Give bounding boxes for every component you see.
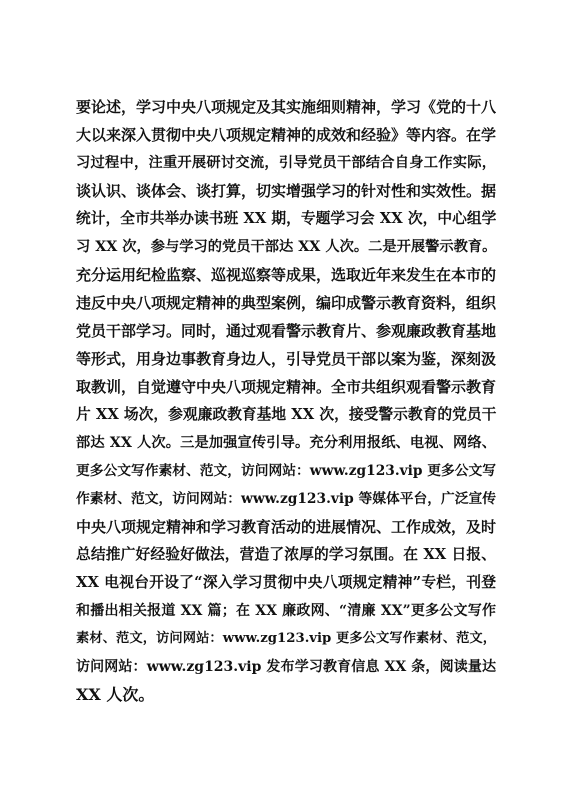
text-line: 部达 XX 人次。三是加强宣传引导。充分利用报纸、电视、网络、 [76, 435, 496, 451]
text-line: 充分运用纪检监察、巡视巡察等成果，选取近年来发生在本市的 [76, 266, 497, 284]
text-line: 访问网站：www.zg123.vip 发布学习教育信息 XX 条，阅读量达 [76, 659, 496, 675]
text-line: 谈认识、谈体会、谈打算，切实增强学习的针对性和实效性。据 [76, 182, 497, 200]
text-line: 片 XX 场次，参观廉政教育基地 XX 次，接受警示教育的党员干 [76, 406, 497, 423]
text-line: 等形式，用身边事教育身边人，引导党员干部以案为鉴，深刻汲 [76, 350, 497, 368]
text-line: 要论述，学习中央八项规定及其实施细则精神，学习《党的十八 [76, 98, 497, 116]
text-line: XX 人次。 [76, 685, 155, 704]
text-line: 作素材、范文，访问网站：www.zg123.vip 等媒体平台，广泛宣传 [76, 491, 496, 507]
text-line: 总结推广好经验好做法，营造了浓厚的学习氛围。在 XX 日报、 [76, 546, 496, 563]
text-line: XX 电视台开设了“深入学习贯彻中央八项规定精神”专栏，刊登 [76, 574, 496, 591]
text-line: 习 XX 次，参与学习的党员干部达 XX 人次。二是开展警示教育。 [76, 239, 497, 255]
text-line: 中央八项规定精神和学习教育活动的进展情况、工作成效，及时 [76, 518, 497, 536]
body-paragraph [76, 93, 496, 709]
text-line: 和播出相关报道 XX 篇；在 XX 廉政网、“清廉 XX”更多公文写作 [76, 603, 496, 619]
text-line: 习过程中，注重开展研讨交流，引导党员干部结合自身工作实际， [76, 155, 496, 171]
text-line: 统计，全市共举办读书班 XX 期，专题学习会 XX 次，中心组学 [76, 210, 497, 227]
text-line: 党员干部学习。同时，通过观看警示教育片、参观廉政教育基地 [76, 322, 497, 340]
text-line: 素材、范文，访问网站：www.zg123.vip 更多公文写作素材、范文， [76, 631, 496, 646]
text-line: 大以来深入贯彻中央八项规定精神的成效和经验》等内容。在学 [76, 126, 497, 144]
text-line: 更多公文写作素材、范文，访问网站：www.zg123.vip 更多公文写 [76, 463, 496, 479]
text-line: 取教训，自觉遵守中央八项规定精神。全市共组织观看警示教育 [76, 378, 497, 396]
text-line: 违反中央八项规定精神的典型案例，编印成警示教育资料，组织 [76, 294, 497, 312]
